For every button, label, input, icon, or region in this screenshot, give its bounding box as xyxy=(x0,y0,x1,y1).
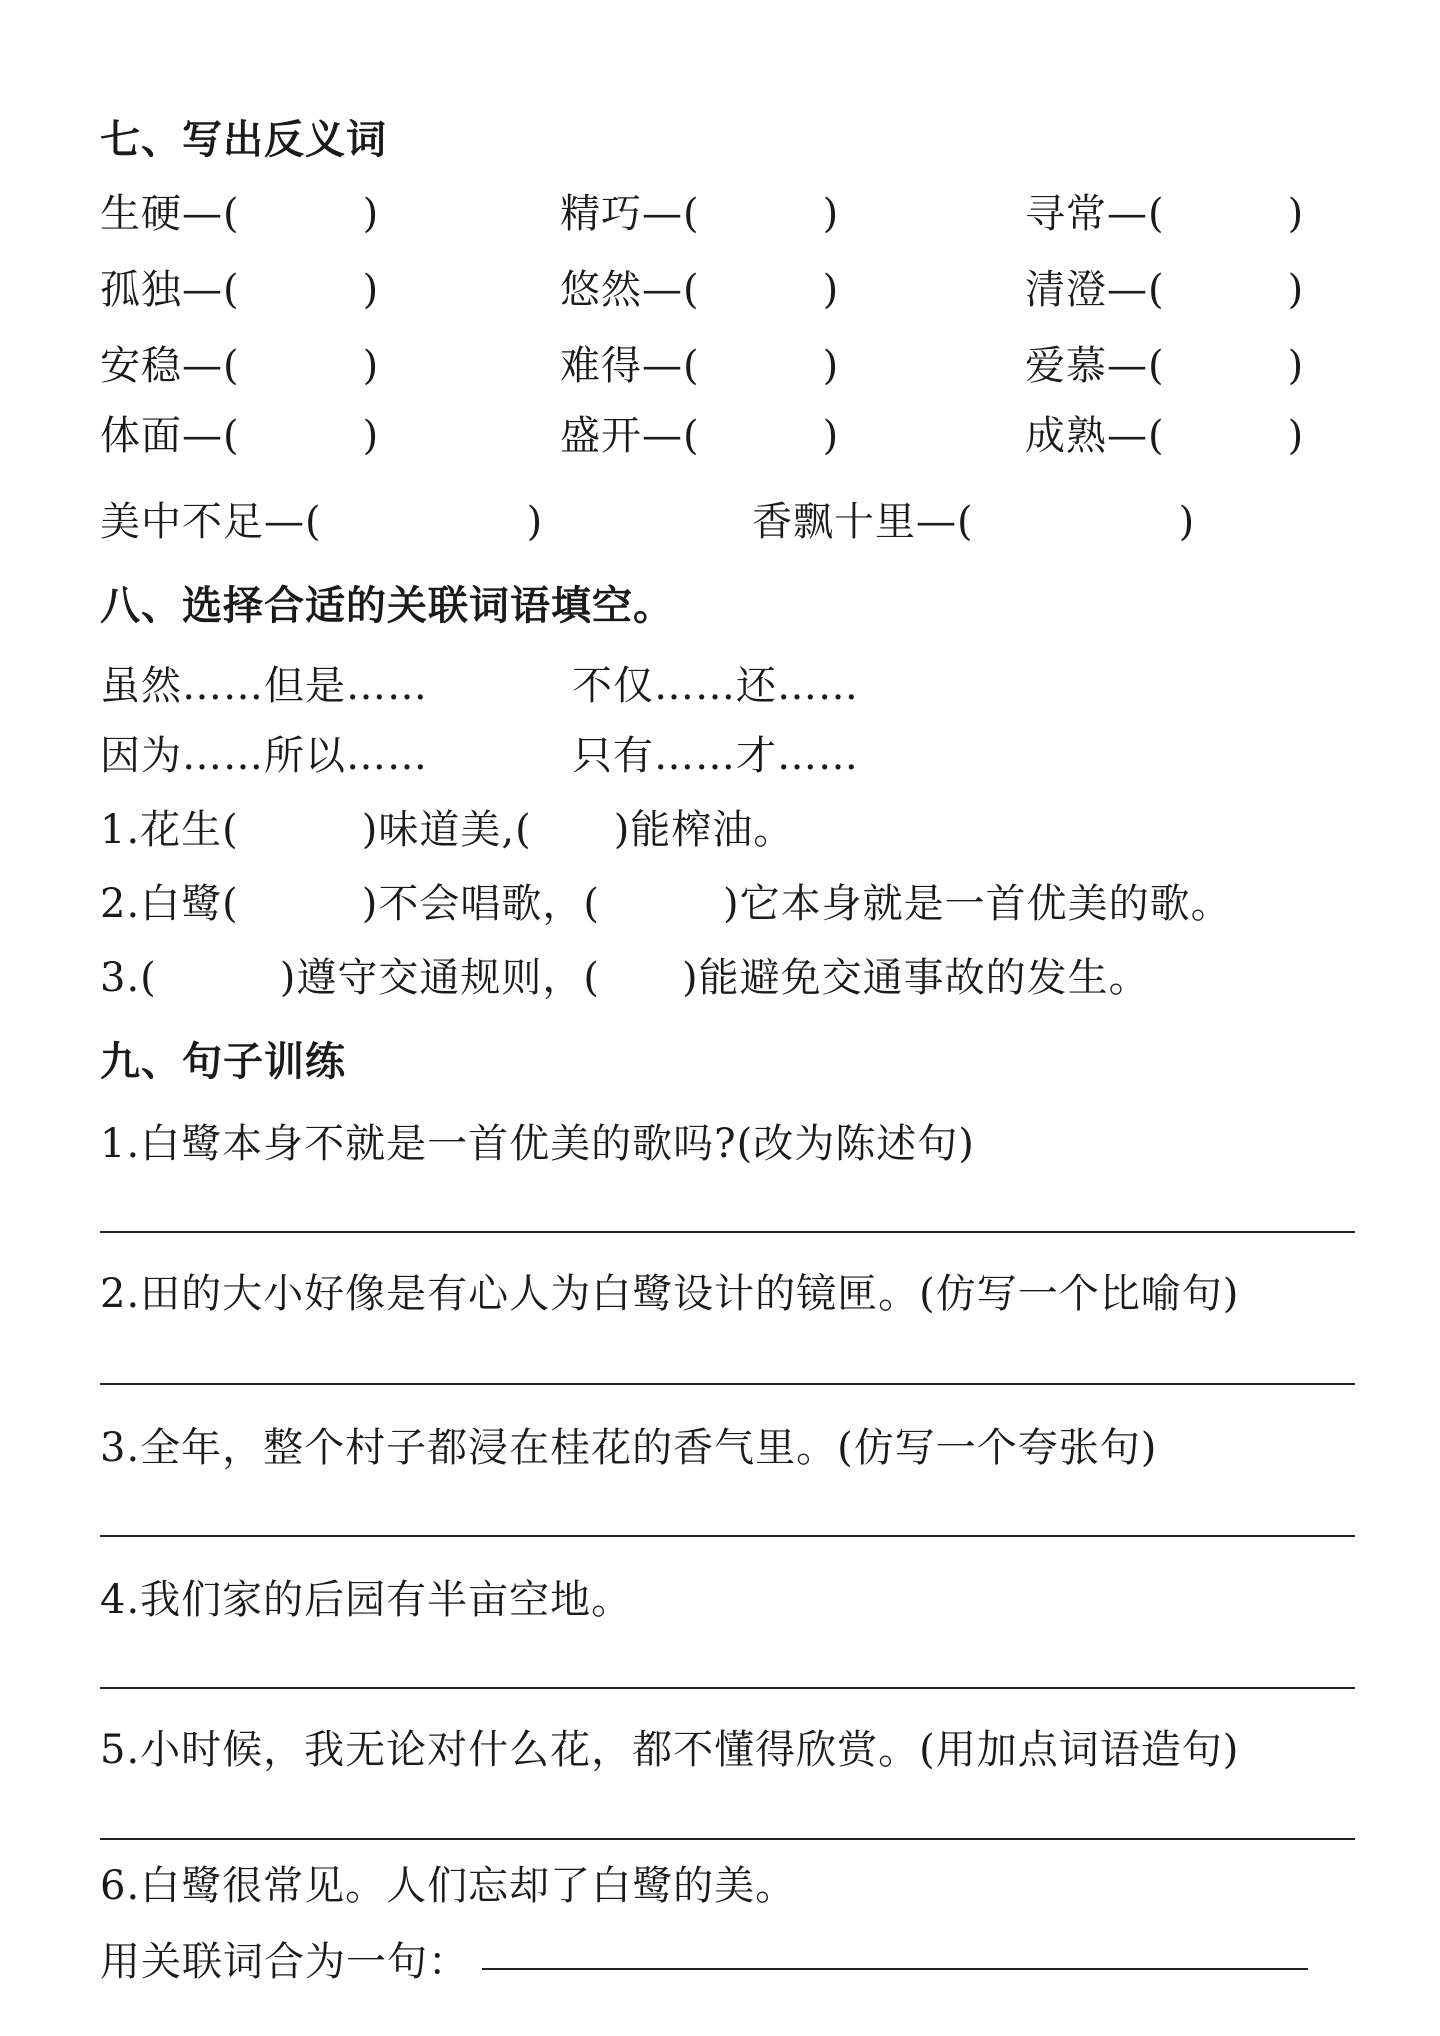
fill-blank-question: 1.花生( )味道美,( )能榨油。 xyxy=(100,807,795,853)
section-7-heading: 七、写出反义词 xyxy=(100,117,387,163)
sentence-exercise: 5.小时候，我无论对什么花，都不懂得欣赏。(用加点词语造句) xyxy=(100,1727,1240,1773)
answer-line xyxy=(100,1838,1355,1840)
antonym-idiom-item: 香飘十里—( ) xyxy=(752,499,1196,545)
conjunction-option: 只有……才…… xyxy=(572,733,859,779)
antonym-item: 体面—( ) xyxy=(100,413,380,459)
antonym-item: 生硬—( ) xyxy=(100,191,380,237)
sentence-exercise: 6.白鹭很常见。人们忘却了白鹭的美。 xyxy=(100,1863,797,1909)
antonym-item: 成熟—( ) xyxy=(1025,413,1305,459)
antonym-item: 悠然—( ) xyxy=(560,267,840,313)
conjunction-option: 因为……所以…… xyxy=(100,733,428,779)
antonym-item: 孤独—( ) xyxy=(100,267,380,313)
antonym-item: 难得—( ) xyxy=(560,343,840,389)
antonym-item: 安稳—( ) xyxy=(100,343,380,389)
sentence-exercise: 3.全年，整个村子都浸在桂花的香气里。(仿写一个夸张句) xyxy=(100,1425,1158,1471)
conjunction-option: 虽然……但是…… xyxy=(100,663,428,709)
antonym-item: 盛开—( ) xyxy=(560,413,840,459)
antonym-item: 精巧—( ) xyxy=(560,191,840,237)
antonym-idiom-item: 美中不足—( ) xyxy=(100,499,544,545)
answer-line xyxy=(100,1535,1355,1537)
sentence-exercise: 1.白鹭本身不就是一首优美的歌吗?(改为陈述句) xyxy=(100,1121,975,1167)
combine-sentence-prompt: 用关联词合为一句： xyxy=(100,1939,469,1985)
sentence-exercise: 2.田的大小好像是有心人为白鹭设计的镜匣。(仿写一个比喻句) xyxy=(100,1271,1240,1317)
answer-line xyxy=(100,1231,1355,1233)
fill-blank-question: 2.白鹭( )不会唱歌，( )它本身就是一首优美的歌。 xyxy=(100,881,1232,927)
sentence-exercise: 4.我们家的后园有半亩空地。 xyxy=(100,1577,633,1623)
section-8-heading: 八、选择合适的关联词语填空。 xyxy=(100,583,674,629)
conjunction-option: 不仅……还…… xyxy=(572,663,859,709)
antonym-item: 爱慕—( ) xyxy=(1025,343,1305,389)
antonym-item: 清澄—( ) xyxy=(1025,267,1305,313)
answer-line xyxy=(482,1968,1308,1970)
section-9-heading: 九、句子训练 xyxy=(100,1039,346,1085)
antonym-item: 寻常—( ) xyxy=(1025,191,1305,237)
fill-blank-question: 3.( )遵守交通规则，( )能避免交通事故的发生。 xyxy=(100,955,1150,1001)
answer-line xyxy=(100,1383,1355,1385)
answer-line xyxy=(100,1687,1355,1689)
